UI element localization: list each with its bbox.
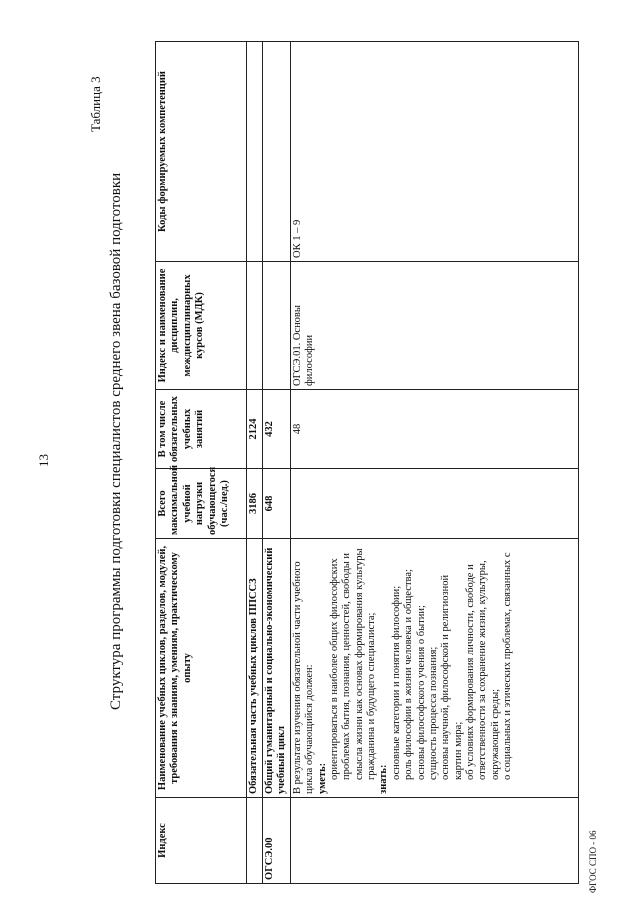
cell-empty <box>263 262 291 390</box>
cell-total-name: Обязательная часть учебных циклов ППССЗ <box>247 539 263 798</box>
knowledge-item: основы научной, философской и религиозной картин мира; <box>440 574 464 780</box>
cell-group-mandatory: 432 <box>263 390 291 469</box>
cell-empty <box>247 262 263 390</box>
cell-group-index: ОГСЭ.00 <box>263 798 291 884</box>
knowledge-item: роль философии в жизни человека и общества; <box>403 569 415 780</box>
table-row-group <box>263 42 291 884</box>
footer-code: ФГОС СПО - 06 <box>588 830 598 893</box>
cell-empty <box>247 798 263 884</box>
cell-requirements <box>290 539 578 798</box>
cell-content-mandatory: 48 <box>290 390 578 469</box>
skills-label: уметь: <box>316 762 328 794</box>
knowledge-item: сущность процесса познания; <box>427 646 439 780</box>
cell-content-discipline: ОГСЭ.01. Основы философии <box>290 262 578 390</box>
cell-empty <box>290 798 578 884</box>
header-mandatory: В том числе обязательных учебных занятий <box>156 390 247 469</box>
table-caption: Таблица 3 <box>88 76 103 132</box>
document-title: Структура программы подготовки специалистов среднего звена базовой подготовки <box>108 172 124 710</box>
skill-item: ориентироваться в наиболее общих философских проблемах бытия, познания, ценностей, свободы и смысла жизни как основах формирования культуры гражданина и будущего специалиста; <box>328 548 377 780</box>
cell-content-competencies: ОК 1 – 9 <box>290 42 578 262</box>
knowledge-item: основные категории и понятия философии; <box>390 585 402 780</box>
knowledge-item: об условиях формирования личности, свободе и ответственности за сохранение жизни, культуры, окружающей среды; <box>465 560 501 780</box>
header-index: Индекс <box>156 798 247 884</box>
header-name: Наименование учебных циклов, разделов, модулей, требования к знаниям, умениям, практическому опыту <box>156 539 247 798</box>
requirements-intro: В результате изучения обязательной части учебного цикла обучающийся должен: <box>291 561 316 794</box>
cell-total-mandatory: 2124 <box>247 390 263 469</box>
table-header-row <box>156 42 247 884</box>
header-max-load: Всего максимальной учебной нагрузки обучающегося (час./нед.) <box>156 469 247 539</box>
program-structure-table <box>155 41 579 884</box>
header-discipline: Индекс и наименование дисциплин, междисциплинарных курсов (МДК) <box>156 262 247 390</box>
knowledge-label: знать: <box>378 764 390 794</box>
cell-group-name: Общий гуманитарный и социально-экономический учебный цикл <box>263 539 291 798</box>
program-structure-table-wrapper <box>155 42 612 884</box>
table-row-total <box>247 42 263 884</box>
knowledge-item: основы философского учения о бытии; <box>415 605 427 780</box>
knowledge-item: о социальных и этических проблемах, связанных с <box>502 552 514 780</box>
cell-group-max-load: 648 <box>263 469 291 539</box>
header-competencies: Коды формируемых компетенций <box>156 42 247 262</box>
cell-empty <box>247 42 263 262</box>
cell-empty <box>263 42 291 262</box>
page-number: 13 <box>36 454 51 467</box>
cell-total-max-load: 3186 <box>247 469 263 539</box>
table-row-content <box>290 42 578 884</box>
cell-empty <box>290 469 578 539</box>
